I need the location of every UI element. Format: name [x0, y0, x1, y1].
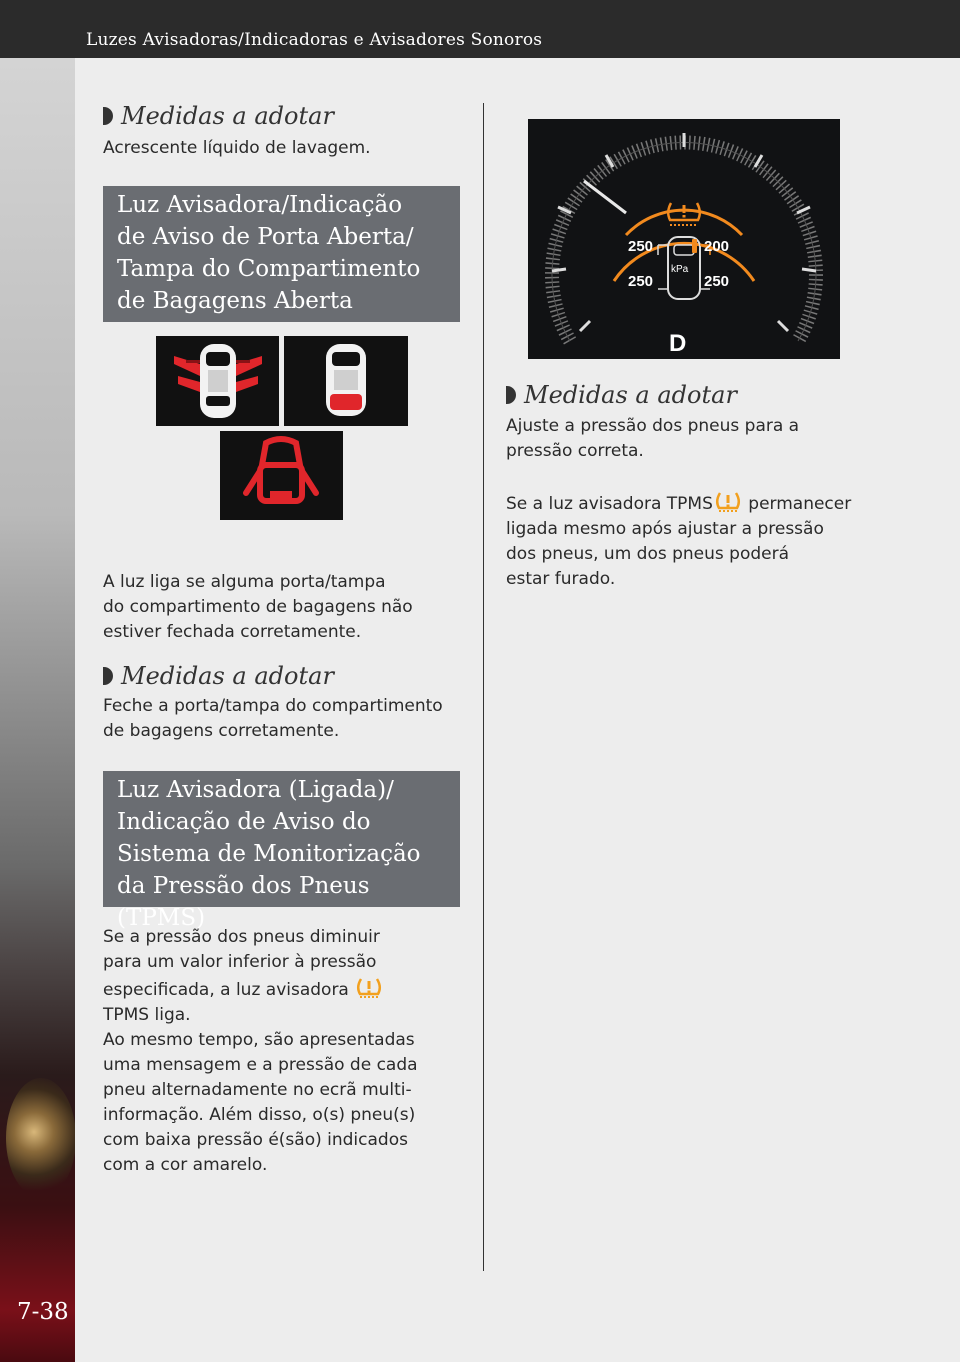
tpms-warning-icon [354, 975, 384, 1001]
section-title-line: Luz Avisadora (Ligada)/ [117, 777, 394, 803]
text-line: para um valor inferior à pressão [103, 952, 377, 972]
text-fragment: Se a luz avisadora TPMS [506, 494, 713, 514]
doors-open-icon [156, 336, 279, 426]
chapter-title: Luzes Avisadoras/Indicadoras e Avisadores Sonoros [86, 30, 543, 50]
tpms-description [103, 925, 473, 1178]
section-title-line: Sistema de Monitorização [117, 841, 421, 867]
text-line [506, 489, 926, 517]
tire-pressure-front-right: 200 [704, 238, 730, 255]
headlight-graphic [6, 1078, 75, 1198]
text-line: com baixa pressão é(são) indicados [103, 1130, 408, 1150]
text-line: pneu alternadamente no ecrã multi- [103, 1080, 412, 1100]
text-line: de bagagens corretamente. [103, 721, 340, 741]
text-line: do compartimento de bagagens não [103, 597, 413, 617]
text-line: dos pneus, um dos pneus poderá [506, 544, 790, 564]
tpms-warning-icon [713, 489, 743, 515]
bullet-marker-icon [103, 667, 113, 685]
page-number: 7-38 [17, 1299, 69, 1325]
trunk-open-icon [284, 336, 408, 426]
measures-heading-3 [506, 381, 737, 409]
tire-pressure-rear-left: 250 [628, 273, 654, 290]
section-title-line: Indicação de Aviso do [117, 809, 371, 835]
door-description [103, 570, 413, 645]
bullet-marker-icon [103, 107, 113, 125]
text-fragment: especificada, a luz avisadora [103, 980, 349, 1000]
header-bar [0, 0, 960, 58]
measures-text-2 [103, 694, 443, 744]
side-strip [0, 58, 75, 1362]
measures-text-1: Acrescente líquido de lavagem. [103, 138, 371, 158]
text-line: TPMS liga. [103, 1005, 191, 1025]
text-line: Ao mesmo tempo, são apresentadas [103, 1030, 415, 1050]
gear-indicator: D [669, 330, 687, 357]
section-title-line: de Bagagens Aberta [117, 288, 353, 314]
text-line: uma mensagem e a pressão de cada [103, 1055, 418, 1075]
text-line: estiver fechada corretamente. [103, 622, 362, 642]
section-title-line: Tampa do Compartimento [117, 256, 421, 282]
section-title-line: da Pressão dos Pneus (TPMS) [117, 873, 370, 931]
section-title-line: de Aviso de Porta Aberta/ [117, 224, 414, 250]
column-divider [483, 103, 484, 1271]
paragraph-spacer [506, 464, 926, 489]
text-line: Se a pressão dos pneus diminuir [103, 927, 380, 947]
text-line: Ajuste a pressão dos pneus para a [506, 416, 800, 436]
text-fragment: permanecer [748, 494, 852, 514]
text-line: com a cor amarelo. [103, 1155, 268, 1175]
pressure-unit: kPa [671, 264, 689, 275]
tpms-section-title [103, 771, 460, 931]
text-line: A luz liga se alguma porta/tampa [103, 572, 386, 592]
door-open-warning-icon [220, 431, 343, 520]
text-line: pressão correta. [506, 441, 644, 461]
bullet-marker-icon [506, 386, 516, 404]
door-section-title [103, 186, 460, 322]
section-title-line: Luz Avisadora/Indicação [117, 192, 403, 218]
text-line: ligada mesmo após ajustar a pressão [506, 519, 824, 539]
measures-heading-text: Medidas a adotar [121, 102, 334, 130]
measures-heading-2 [103, 662, 334, 690]
text-line: informação. Além disso, o(s) pneu(s) [103, 1105, 416, 1125]
text-line [103, 975, 473, 1003]
measures-heading-1 [103, 102, 334, 130]
text-line: estar furado. [506, 569, 616, 589]
text-line: Feche a porta/tampa do compartimento [103, 696, 443, 716]
measures-text-3 [506, 414, 926, 592]
tire-pressure-front-left: 250 [628, 238, 654, 255]
measures-heading-text: Medidas a adotar [121, 662, 334, 690]
measures-heading-text: Medidas a adotar [524, 381, 737, 409]
tpms-display-panel [528, 119, 840, 359]
tire-pressure-rear-right: 250 [704, 273, 730, 290]
